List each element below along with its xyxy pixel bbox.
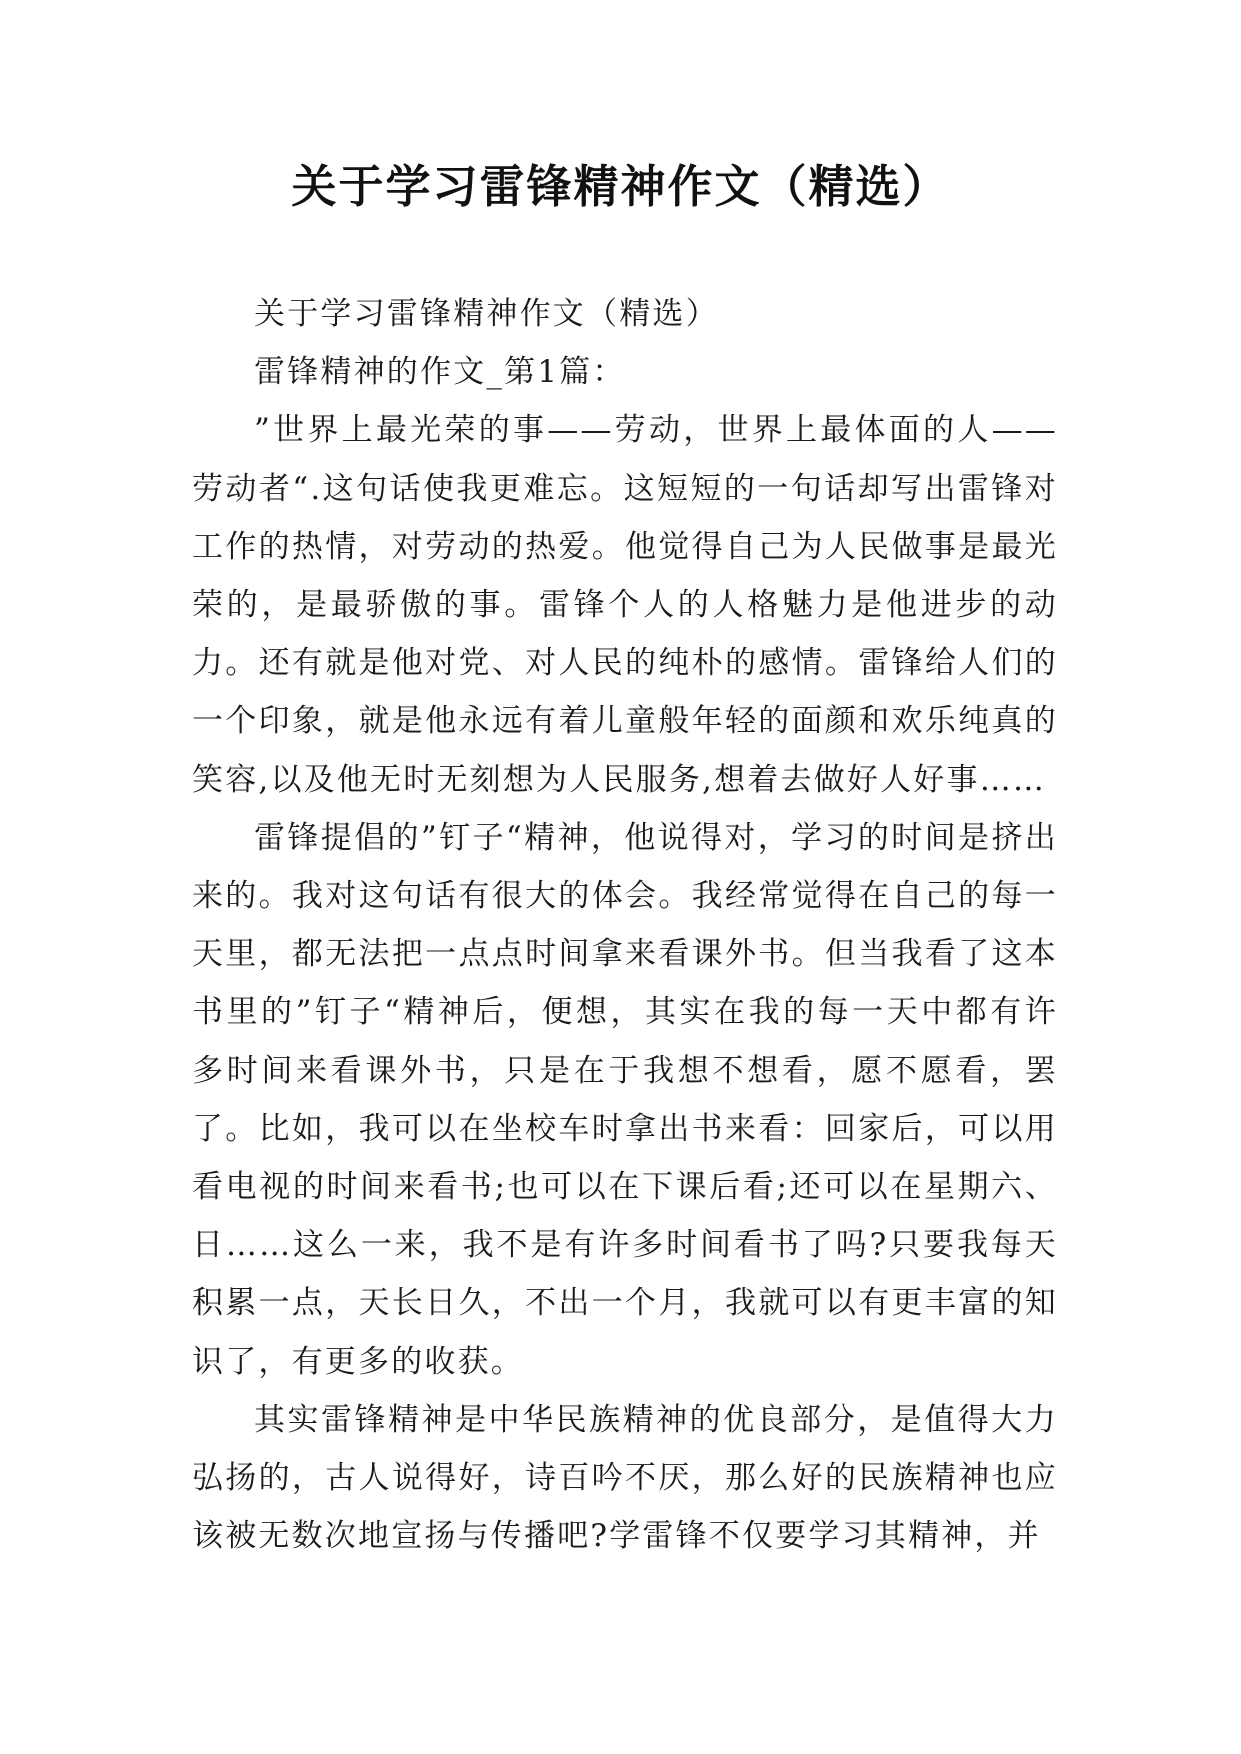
section-heading-paragraph: 雷锋精神的作文_第1篇： <box>254 354 626 391</box>
subtitle-paragraph: 关于学习雷锋精神作文（精选） <box>254 296 719 332</box>
body-paragraph: 其实雷锋精神是中华民族精神的优良部分，是值得大力弘扬的，古人说得好，诗百吟不厌，那么好的民族精神也应该被无数次地宣扬与传播吧?学雷锋不仅要学习其精神，并 <box>192 1401 1058 1555</box>
body-paragraph: ”世界上最光荣的事——劳动，世界上最体面的人——劳动者“.这句话使我更难忘。这短短的一句话却写出雷锋对工作的热情，对劳动的热爱。他觉得自己为人民做事是最光荣的，是最骄傲的事。雷锋个人的人格魅力是他进步的动力。还有就是他对党、对人民的纯朴的感情。雷锋给人们的一个印象，就是他永远有着儿童般年轻的面颜和欢乐纯真的笑容,以及他无时无刻想为人民服务,想着去做好人好事…… <box>192 412 1058 798</box>
document-title: 关于学习雷锋精神作文（精选） <box>291 160 950 213</box>
document-body <box>192 285 1058 1565</box>
body-paragraph: 雷锋提倡的”钉子“精神，他说得对，学习的时间是挤出来的。我对这句话有很大的体会。我经常觉得在自己的每一天里，都无法把一点点时间拿来看课外书。但当我看了这本书里的”钉子“精神后，便想，其实在我的每一天中都有许多时间来看课外书，只是在于我想不想看，愿不愿看，罢了。比如，我可以在坐校车时拿出书来看：回家后，可以用看电视的时间来看书;也可以在下课后看;还可以在星期六、日……这么一来，我不是有许多时间看书了吗?只要我每天积累一点，天长日久，不出一个月，我就可以有更丰富的知识了，有更多的收获。 <box>192 819 1058 1380</box>
